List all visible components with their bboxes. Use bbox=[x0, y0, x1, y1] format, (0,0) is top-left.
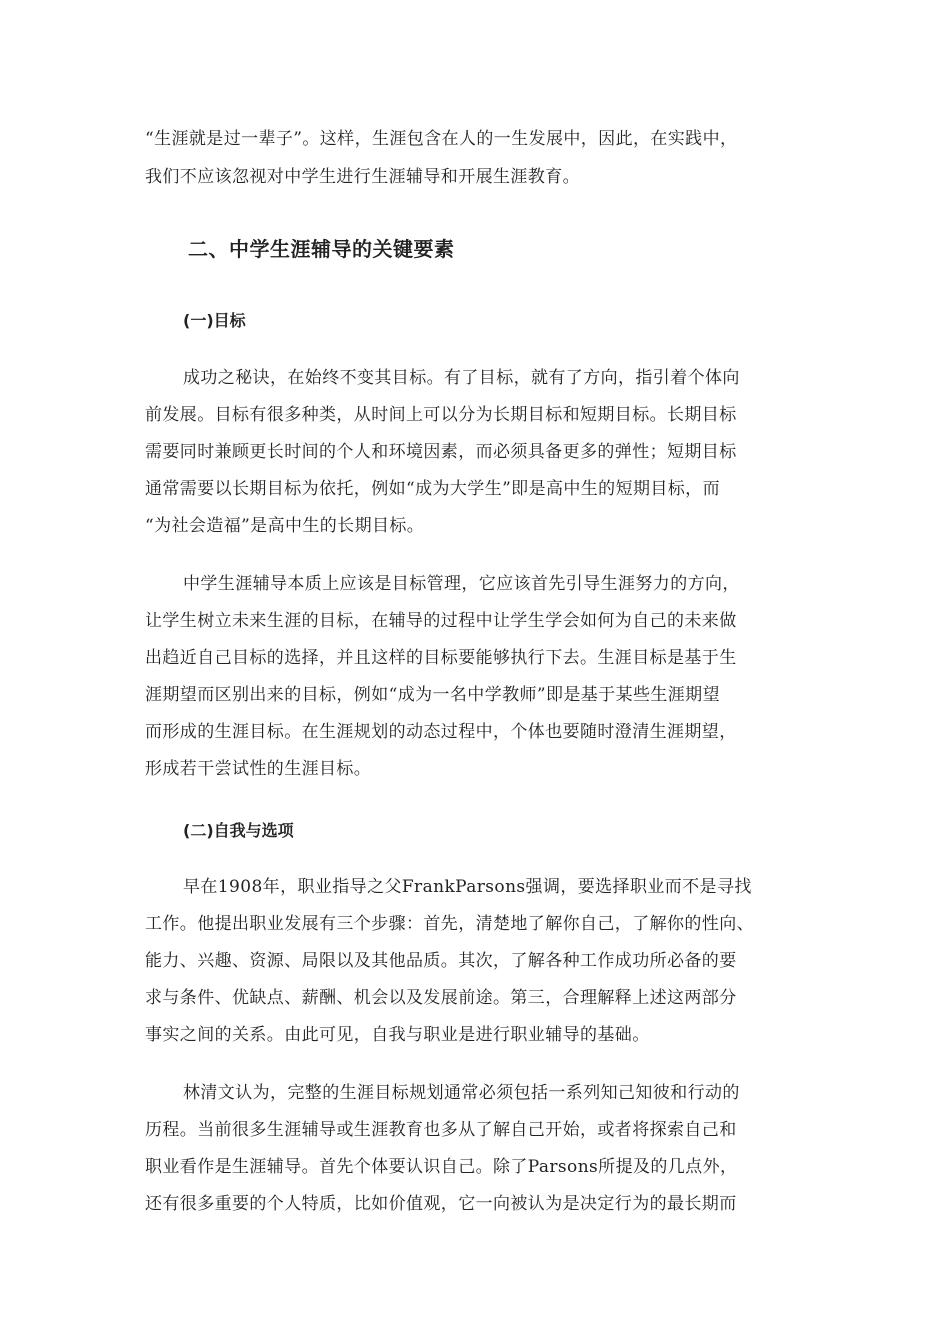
text-line: 能力、兴趣、资源、局限以及其他品质。其次，了解各种工作成功所必备的要 bbox=[145, 951, 737, 971]
text-line: 通常需要以长期目标为依托，例如“成为大学生”即是高中生的短期目标，而 bbox=[145, 479, 720, 499]
text-line: 中学生涯辅导本质上应该是目标管理，它应该首先引导生涯努力的方向， bbox=[183, 574, 740, 594]
text-line: 而形成的生涯目标。在生涯规划的动态过程中，个体也要随时澄清生涯期望， bbox=[145, 722, 737, 742]
section-heading: 二、中学生涯辅导的关键要素 bbox=[188, 237, 455, 261]
text-line: 形成若干尝试性的生涯目标。 bbox=[145, 759, 372, 779]
text-line: 成功之秘诀，在始终不变其目标。有了目标，就有了方向，指引着个体向 bbox=[183, 368, 740, 388]
text-line: “为社会造福”是高中生的长期目标。 bbox=[145, 516, 425, 536]
text-line: 出趋近自己目标的选择，并且这样的目标要能够执行下去。生涯目标是基于生 bbox=[145, 648, 737, 668]
text-line: 需要同时兼顾更长时间的个人和环境因素，而必须具备更多的弹性；短期目标 bbox=[145, 442, 737, 462]
text-line: 让学生树立未来生涯的目标，在辅导的过程中让学生学会如何为自己的未来做 bbox=[145, 611, 737, 631]
subsection-heading-goals: (一)目标 bbox=[183, 311, 246, 330]
text-line: 涯期望而区别出来的目标，例如“成为一名中学教师”即是基于某些生涯期望 bbox=[145, 685, 720, 705]
text-line: 我们不应该忽视对中学生进行生涯辅导和开展生涯教育。 bbox=[145, 167, 580, 187]
text-line: 工作。他提出职业发展有三个步骤：首先，清楚地了解你自己，了解你的性向、 bbox=[145, 914, 754, 934]
text-line: 历程。当前很多生涯辅导或生涯教育也多从了解自己开始，或者将探索自己和 bbox=[145, 1120, 737, 1140]
text-line: 还有很多重要的个人特质，比如价值观，它一向被认为是决定行为的最长期而 bbox=[145, 1194, 737, 1214]
text-line: 早在1908年，职业指导之父FrankParsons强调，要选择职业而不是寻找 bbox=[183, 877, 752, 897]
text-line: 林清文认为，完整的生涯目标规划通常必须包括一系列知己知彼和行动的 bbox=[183, 1083, 740, 1103]
text-line: 事实之间的关系。由此可见，自我与职业是进行职业辅导的基础。 bbox=[145, 1025, 650, 1045]
text-line: 前发展。目标有很多种类，从时间上可以分为长期目标和短期目标。长期目标 bbox=[145, 405, 737, 425]
text-line: 求与条件、优缺点、薪酬、机会以及发展前途。第三，合理解释上述这两部分 bbox=[145, 988, 737, 1008]
text-line: “生涯就是过一辈子”。这样，生涯包含在人的一生发展中，因此，在实践中， bbox=[145, 129, 738, 149]
subsection-heading-self-options: (二)自我与选项 bbox=[183, 821, 294, 840]
text-line: 职业看作是生涯辅导。首先个体要认识自己。除了Parsons所提及的几点外， bbox=[145, 1157, 738, 1177]
